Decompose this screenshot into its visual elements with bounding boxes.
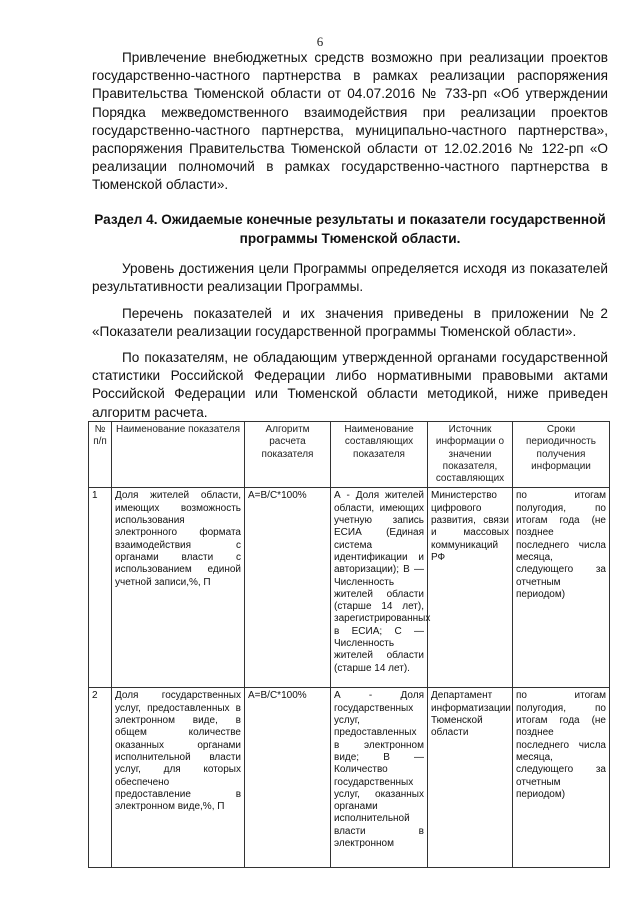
table-header-row [89, 422, 610, 488]
row-number: 1 [89, 488, 112, 688]
table-row [89, 488, 610, 688]
information-source: Департамент информатизации Тюменской области [428, 688, 513, 868]
header-period: Сроки периодичность получения информации [513, 422, 610, 488]
calculation-formula: A=B/C*100% [245, 488, 331, 688]
table-row [89, 688, 610, 868]
paragraph-indicator-list: Перечень показателей и их значения приведены в приложении №2 «Показатели реализации государственной программы Тюменской области». [92, 306, 608, 340]
paragraph-goal-achievement: Уровень достижения цели Программы определяется исходя из показателей результативности реализации Программы. [92, 261, 608, 295]
page-number: 6 [316, 34, 324, 49]
indicator-name: Доля государственных услуг, предоставленных в электронном виде, в общем количестве оказанных органами исполнительной власти услуг, для которых обеспечено предоставление в электронном виде,%, П [112, 688, 245, 868]
header-number: № п/п [89, 422, 112, 488]
indicator-components: А - Доля государственных услуг, предоставленных в электронном виде; В — Количество государственных услуг, оказанных органами исполнительной власти в электронном [331, 688, 428, 868]
section-heading: Раздел 4. Ожидаемые конечные результаты и показатели государственной программы Тюменской области. [94, 212, 606, 246]
indicators-table [88, 421, 610, 868]
paragraph-calculation-algorithm: По показателям, не обладающим утвержденной органами государственной статистики Российской Федерации либо нормативными правовыми актами Российской Федерации или Тюменской области методикой, ниже приведен алгоритм расчета. [92, 350, 608, 420]
header-indicator-name: Наименование показателя [112, 422, 245, 488]
row-number: 2 [89, 688, 112, 868]
information-source: Министерство цифрового развития, связи и массовых коммуникаций РФ [428, 488, 513, 688]
reporting-period: по итогам полугодия, по итогам года (не позднее последнего числа месяца, следующего за отчетным периодом) [513, 488, 610, 688]
header-source: Источник информации о значении показателя, составляющих [428, 422, 513, 488]
paragraph-extrabudgetary-funds: Привлечение внебюджетных средств возможно при реализации проектов государственно-частного партнерства в рамках реализации распоряжения Правительства Тюменской области от 04.07.2016 № 733-рп «Об утверждении Порядка межведомственного взаимодействия при реализации проектов государственно-частного партнерства, муниципально-частного партнерства», распоряжения Правительства Тюменской области от 12.02.2016 № 122-рп «О реализации полномочий в рамках государственно-частного партнерства в Тюменской области». [92, 50, 608, 193]
indicator-name: Доля жителей области, имеющих возможность использования электронного формата взаимодействия с органами власти с использованием единой учетной записи,%, П [112, 488, 245, 688]
header-components: Наименование составляющих показателя [331, 422, 428, 488]
header-algorithm: Алгоритм расчета показателя [245, 422, 331, 488]
indicator-components: А - Доля жителей области, имеющих учетную запись ЕСИА (Единая система идентификации и авторизации); В — Численность жителей области (старше 14 лет), зарегистрированных в ЕСИА; С — Численность жителей области (старше 14 лет). [331, 488, 428, 688]
reporting-period: по итогам полугодия, по итогам года (не позднее последнего числа месяца, следующего за отчетным периодом) [513, 688, 610, 868]
calculation-formula: A=B/C*100% [245, 688, 331, 868]
